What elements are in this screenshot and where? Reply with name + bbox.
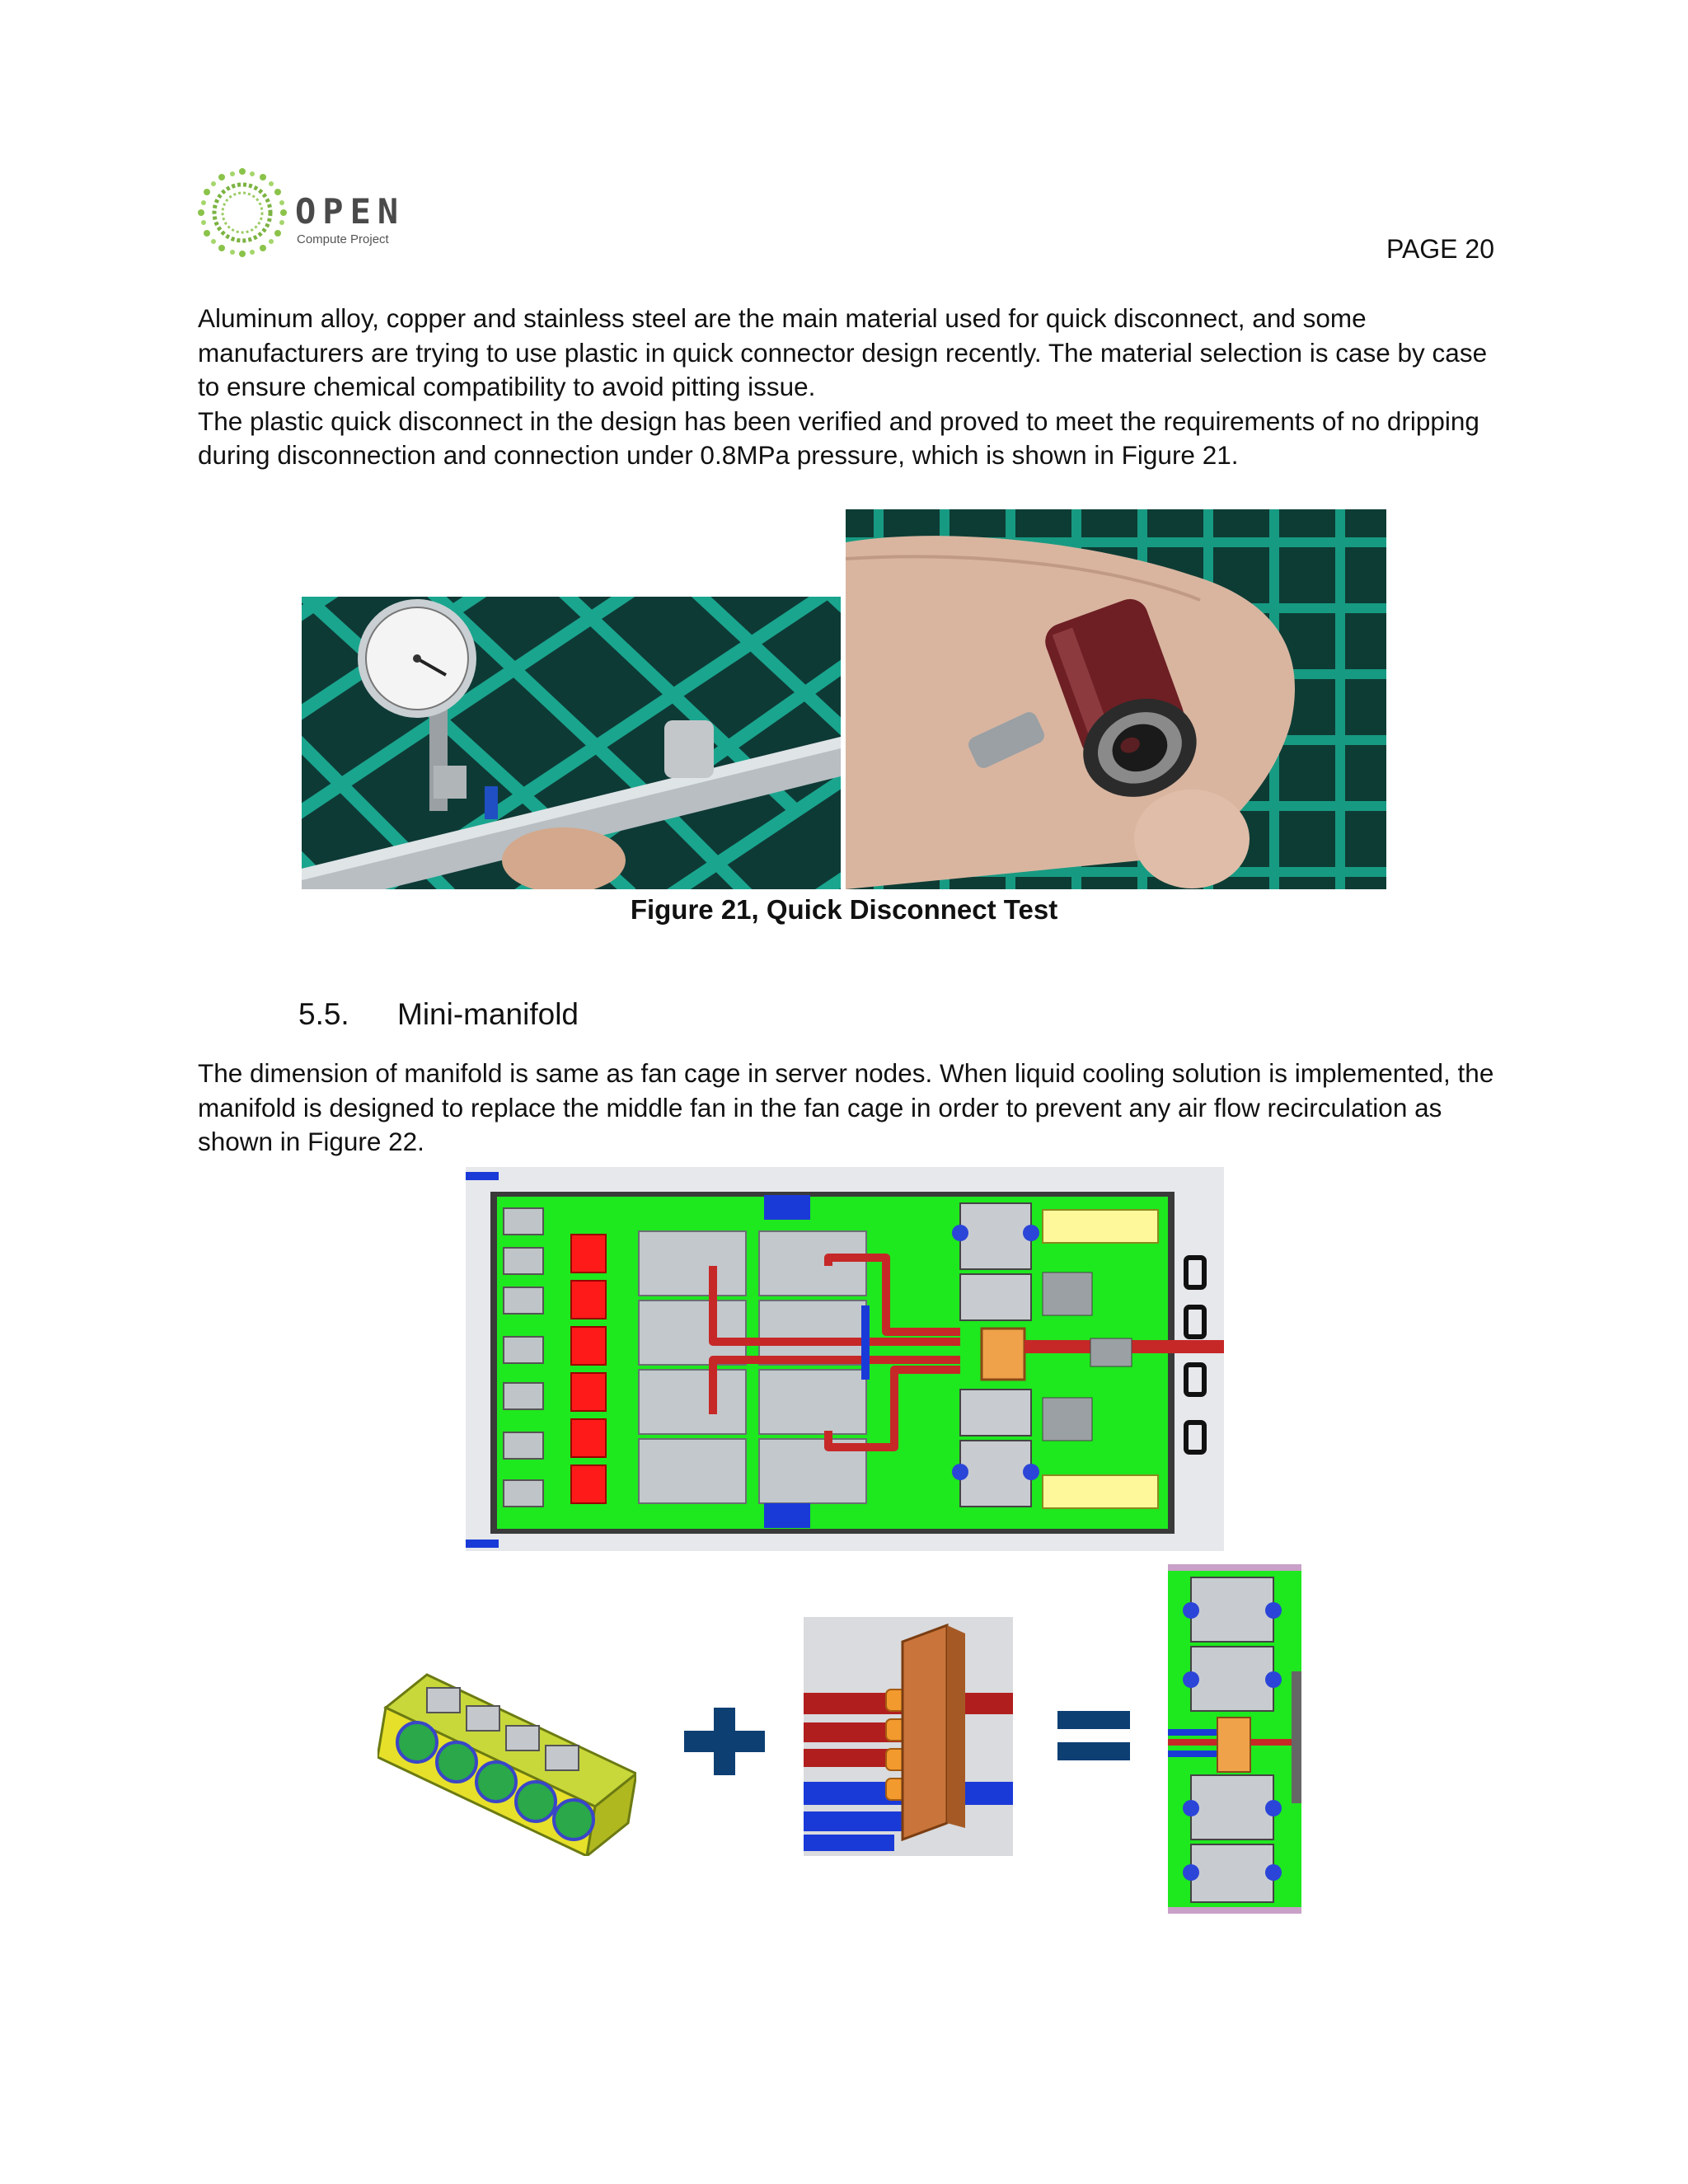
fan-cage-with-manifold-render — [1168, 1564, 1301, 1914]
photo-pressure-gauge-test — [302, 597, 841, 889]
ocp-logo-mark-icon — [195, 165, 290, 260]
section-title: Mini-manifold — [397, 997, 579, 1031]
mini-manifold-3d-render — [804, 1617, 1013, 1856]
logo-subtitle: Compute Project — [297, 232, 389, 246]
plus-sign-icon — [684, 1708, 765, 1775]
paragraph-sentence: Aluminum alloy, copper and stainless steel are the main material used for quick disconnect, and some manufacturers are trying to use plastic in quick connector design recently. The material selection is case by case to ensure chemical compatibility to avoid pitting issue. — [198, 303, 1488, 401]
ocp-logo — [195, 165, 409, 264]
logo-wordmark: OPEN — [295, 191, 406, 232]
page-number: PAGE 20 — [1386, 234, 1494, 264]
paragraph-mini-manifold: The dimension of manifold is same as fan cage in server nodes. When liquid cooling solution is implemented, the manifold is designed to replace the middle fan in the fan cage in order to prevent any air flow recirculation as shown in Figure 22. — [198, 1058, 1494, 1156]
fan-cage-3d-render — [377, 1625, 636, 1856]
cad-server-node-top-view — [466, 1167, 1224, 1551]
paragraph-sentence: The plastic quick disconnect in the design has been verified and proved to meet the requirements of no dripping during disconnection and connection under 0.8MPa pressure, which is shown in Figure 21. — [198, 405, 1479, 470]
paragraph-materials — [198, 302, 1508, 473]
photo-quick-disconnect-in-hand — [846, 509, 1386, 889]
figure-21-caption: Figure 21, Quick Disconnect Test — [630, 894, 1058, 925]
section-number: 5.5. — [298, 997, 349, 1031]
equals-sign-icon — [1057, 1711, 1130, 1760]
